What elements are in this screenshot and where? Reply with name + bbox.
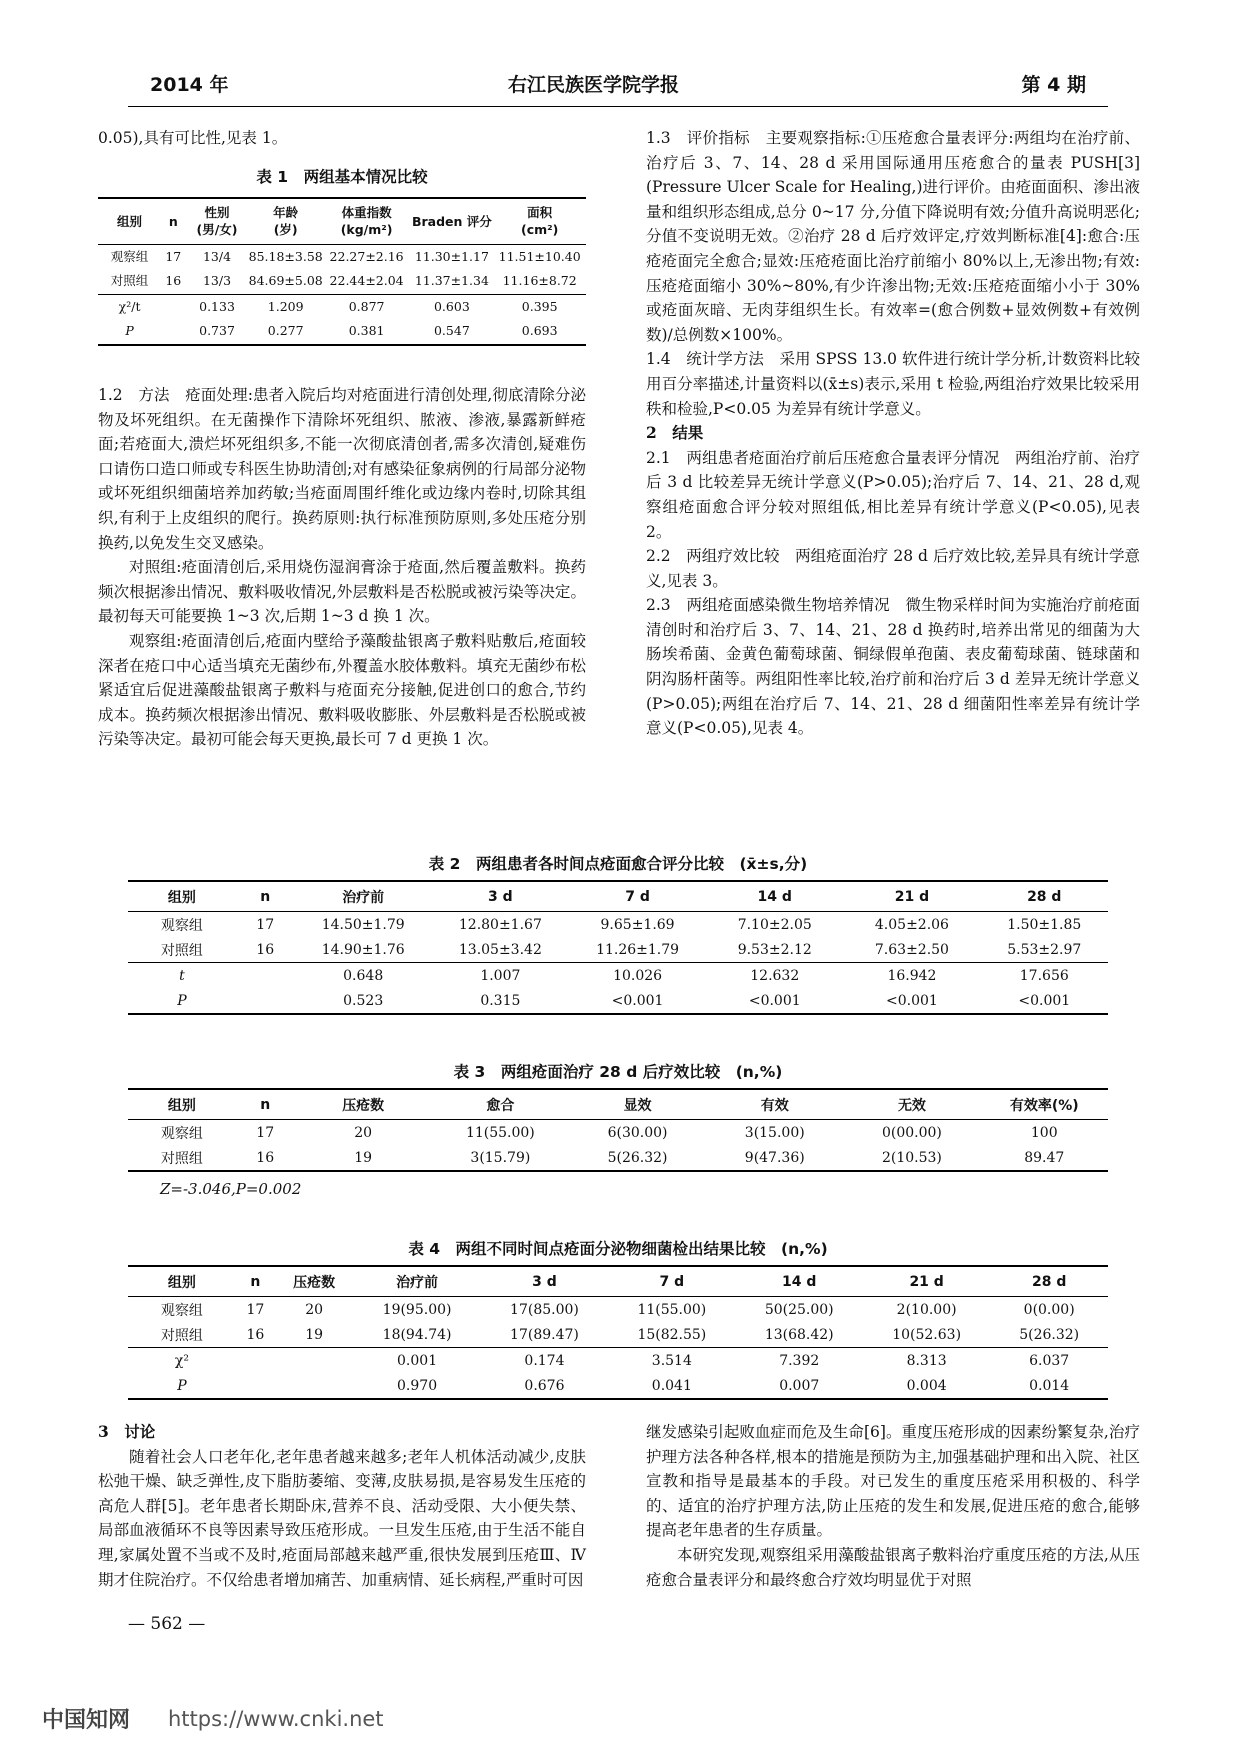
t2-header: 组别 bbox=[167, 889, 196, 906]
table-row bbox=[128, 1322, 1108, 1348]
t2-cell: <0.001 bbox=[1018, 992, 1071, 1009]
t4-cell: 17(89.47) bbox=[510, 1326, 579, 1343]
t2-header: 3 d bbox=[488, 888, 513, 905]
t2-cell: 1.50±1.85 bbox=[1007, 916, 1082, 933]
t1-cell: 0.877 bbox=[348, 298, 385, 314]
t2-cell: 12.632 bbox=[750, 967, 800, 984]
t4-cell: 16 bbox=[246, 1326, 265, 1343]
t4-cell: 0.014 bbox=[1029, 1377, 1070, 1394]
t1-cell: 11.51±10.40 bbox=[498, 248, 581, 264]
t2-cell: <0.001 bbox=[611, 992, 664, 1009]
t1-header: 面积 (cm²) bbox=[520, 205, 559, 238]
t3-cell: 6(30.00) bbox=[607, 1124, 668, 1141]
t2-cell: 10.026 bbox=[613, 967, 663, 984]
t1-cell: 16 bbox=[165, 273, 182, 289]
t2-cell: 17.656 bbox=[1019, 967, 1069, 984]
statistics-paragraph: 1.4 统计学方法 采用 SPSS 13.0 软件进行统计学分析,计数资料比较用百分率描述,计量资料以(x̄±s)表示,采用 t 检验,两组治疗效果比较采用秩和检验,P<0.05 为差异有统计学意义。 bbox=[646, 350, 1140, 418]
t4-cell: 18(94.74) bbox=[382, 1326, 452, 1343]
t3-cell: 19 bbox=[354, 1149, 373, 1166]
t1-header: 性别 (男/女) bbox=[196, 205, 238, 238]
t3-header: 有效 bbox=[760, 1097, 789, 1114]
running-header bbox=[128, 70, 1108, 107]
t4-cell: 10(52.63) bbox=[892, 1326, 962, 1343]
t2-cell: 4.05±2.06 bbox=[874, 916, 949, 933]
t3-cell: 0(00.00) bbox=[881, 1124, 942, 1141]
t1-header: 体重指数 (kg/m²) bbox=[340, 205, 393, 238]
table-row bbox=[128, 912, 1108, 938]
t2-cell: 观察组 bbox=[160, 917, 203, 934]
t4-header: 压疮数 bbox=[293, 1274, 336, 1291]
t3-cell: 16 bbox=[256, 1149, 275, 1166]
t4-cell: 0.041 bbox=[651, 1377, 692, 1394]
t4-header: 28 d bbox=[1031, 1273, 1067, 1290]
header-year: 2014 年 bbox=[150, 74, 229, 96]
t1-header: Braden 评分 bbox=[411, 213, 492, 229]
t3-header: n bbox=[260, 1096, 271, 1113]
t3-cell: 观察组 bbox=[160, 1125, 203, 1142]
t4-cell: 0.007 bbox=[779, 1377, 820, 1394]
t2-cell: 0.648 bbox=[343, 967, 384, 984]
t4-header: 组别 bbox=[167, 1274, 196, 1291]
t1-header: n bbox=[168, 213, 178, 229]
t4-cell: 3.514 bbox=[651, 1352, 692, 1369]
table2-block bbox=[128, 852, 1108, 1015]
t4-cell: 20 bbox=[305, 1301, 324, 1318]
t4-cell: 0.001 bbox=[397, 1352, 438, 1369]
result-2-3: 2.3 两组疮面感染微生物培养情况 微生物采样时间为实施治疗前疮面清创时和治疗后 3、7、14、21、28 d 换药时,培养出常见的细菌为大肠埃希菌、金黄色葡萄球菌、铜绿假单孢菌、表皮葡萄球菌、链球菌和阴沟肠杆菌等。两组阳性率比较,治疗前和治疗后 3 d 差异无统计学意义(P>0.05);两组在治疗后 7、14、21、28 d 细菌阳性率差异有统计学意义(P<0.05),见表 4。 bbox=[646, 596, 1140, 738]
t2-header: 7 d bbox=[625, 888, 650, 905]
cnki-logo: 中国知网 bbox=[42, 1708, 131, 1733]
t1-cell: 0.547 bbox=[433, 323, 470, 339]
t1-cell: 11.16±8.72 bbox=[502, 273, 577, 289]
t1-header: 组别 bbox=[117, 213, 143, 229]
t1-cell: 0.381 bbox=[348, 323, 385, 339]
t2-cell: 0.315 bbox=[480, 992, 521, 1009]
t3-cell: 9(47.36) bbox=[744, 1149, 805, 1166]
t1-cell: 0.603 bbox=[433, 298, 470, 314]
t4-header: 7 d bbox=[659, 1273, 685, 1290]
result-2-2: 2.2 两组疗效比较 两组疮面治疗 28 d 后疗效比较,差异具有统计学意义,见表 3。 bbox=[646, 547, 1140, 590]
t4-cell: 2(10.00) bbox=[896, 1301, 957, 1318]
table1-title: 表 1 两组基本情况比较 bbox=[256, 167, 428, 186]
t2-cell: 1.007 bbox=[480, 967, 521, 984]
left-top-line: 0.05),具有可比性,见表 1。 bbox=[98, 129, 288, 147]
t2-header: 14 d bbox=[757, 888, 792, 905]
t4-cell: χ² bbox=[174, 1352, 189, 1369]
t4-cell: 6.037 bbox=[1029, 1352, 1070, 1369]
t4-header: 14 d bbox=[782, 1273, 817, 1290]
t2-header: 28 d bbox=[1027, 888, 1062, 905]
discussion-left bbox=[98, 1420, 586, 1592]
t4-cell: 19 bbox=[305, 1326, 324, 1343]
result-2-1: 2.1 两组患者疮面治疗前后压疮愈合量表评分情况 两组治疗前、治疗后 3 d 比较差异无统计学意义(P>0.05);治疗后 7、14、21、28 d,观察组疮面愈合评分较对照组低,相比差异有统计学意义(P<0.05),见表 2。 bbox=[646, 448, 1140, 541]
left-column-body bbox=[98, 383, 586, 752]
t3-cell: 5(26.32) bbox=[607, 1149, 668, 1166]
t1-cell: 0.133 bbox=[199, 298, 235, 314]
t3-header: 压疮数 bbox=[342, 1097, 385, 1114]
t2-cell: 16.942 bbox=[887, 967, 937, 984]
discussion-paragraph: 随着社会人口老年化,老年患者越来越多;老年人机体活动减少,皮肤松弛干燥、缺乏弹性,皮下脂肪萎缩、变薄,皮肤易损,是容易发生压疮的高危人群[5]。老年患者长期卧床,营养不良、活动受限、大小便失禁、局部血液循环不良等因素导致压疮形成。一旦发生压疮,由于生活不能自理,家属处置不当或不及时,疮面局部越来越严重,很快发展到压疮Ⅲ、Ⅳ期才住院治疗。不仅给患者增加痛苦、加重病情、延长病程,严重时可因 bbox=[98, 1447, 586, 1589]
t2-cell bbox=[236, 988, 295, 1014]
table-row bbox=[128, 988, 1108, 1014]
t1-cell: 0.277 bbox=[267, 323, 304, 339]
t2-cell: 0.523 bbox=[343, 992, 384, 1009]
t2-cell bbox=[236, 963, 295, 989]
t1-cell: 17 bbox=[165, 248, 182, 264]
t4-cell: 0(0.00) bbox=[1023, 1301, 1075, 1318]
t3-header: 无效 bbox=[897, 1097, 926, 1114]
table-row bbox=[128, 937, 1108, 963]
t4-cell: 0.004 bbox=[906, 1377, 947, 1394]
t1-cell: 11.30±1.17 bbox=[414, 248, 489, 264]
t1-cell: 85.18±3.58 bbox=[248, 248, 323, 264]
t1-cell: 观察组 bbox=[110, 248, 149, 264]
discussion-heading: 3 讨论 bbox=[98, 1422, 156, 1441]
table3-title: 表 3 两组疮面治疗 28 d 后疗效比较 (n,%) bbox=[453, 1063, 783, 1081]
observation-group-paragraph: 观察组:疮面清创后,疮面内壁给予藻酸盐银离子敷料贴敷后,疮面较深者在疮口中心适当填充无菌纱布,外覆盖水胶体敷料。填充无菌纱布松紧适宜后促进藻酸盐银离子敷料与疮面充分接触,促进创口的愈合,节约成本。换药频次根据渗出情况、敷料吸收膨胀、外层敷料是否松脱或被污染等决定。最初可能会每天更换,最长可 7 d 更换 1 次。 bbox=[98, 631, 586, 749]
t4-cell: 0.970 bbox=[397, 1377, 438, 1394]
t2-cell: 7.10±2.05 bbox=[737, 916, 812, 933]
table-row bbox=[98, 294, 586, 319]
table-row bbox=[128, 1145, 1108, 1171]
cnki-url[interactable]: https://www.cnki.net bbox=[168, 1707, 384, 1731]
table-row bbox=[128, 1373, 1108, 1399]
t1-cell: 1.209 bbox=[267, 298, 304, 314]
t4-cell: 8.313 bbox=[906, 1352, 947, 1369]
t2-cell: 16 bbox=[256, 941, 275, 958]
t3-cell: 17 bbox=[256, 1124, 275, 1141]
header-journal: 右江民族医学院学报 bbox=[508, 74, 680, 96]
table-row bbox=[98, 244, 586, 269]
t1-cell: 13/3 bbox=[202, 273, 232, 289]
t2-cell: 17 bbox=[256, 916, 275, 933]
t4-cell: 15(82.55) bbox=[637, 1326, 707, 1343]
t3-header: 有效率(%) bbox=[1009, 1097, 1079, 1114]
t4-cell: 11(55.00) bbox=[637, 1301, 707, 1318]
left-column-top bbox=[98, 126, 586, 346]
table3-block bbox=[128, 1060, 1108, 1198]
t1-cell: 13/4 bbox=[202, 248, 232, 264]
t4-cell: 13(68.42) bbox=[764, 1326, 834, 1343]
t4-cell: 17 bbox=[246, 1301, 265, 1318]
methods-paragraph: 1.2 方法 疮面处理:患者入院后均对疮面进行清创处理,彻底清除分泌物及坏死组织。在无菌操作下清除坏死组织、脓液、渗液,暴露新鲜疮面;若疮面大,溃烂坏死组织多,不能一次彻底清创者,需多次清创,疑难伤口请伤口造口师或专科医生协助清创;对有感染征象病例的行局部分泌物或坏死组织细菌培养加药敏;当疮面周围纤维化或边缘内卷时,切除其组织,有利于上皮组织的爬行。换药原则:执行标准预防原则,多处压疮分别换药,以免发生交叉感染。 bbox=[98, 386, 586, 552]
t2-cell: 12.80±1.67 bbox=[458, 916, 542, 933]
table-row bbox=[98, 319, 586, 345]
table3 bbox=[128, 1088, 1108, 1172]
table4-title: 表 4 两组不同时间点疮面分泌物细菌检出结果比较 (n,%) bbox=[408, 1240, 828, 1258]
t3-cell: 89.47 bbox=[1024, 1149, 1065, 1166]
t4-header: 治疗前 bbox=[396, 1274, 439, 1291]
t3-cell: 3(15.00) bbox=[744, 1124, 805, 1141]
table-row bbox=[98, 269, 586, 294]
t2-cell: 9.65±1.69 bbox=[600, 916, 675, 933]
right-column bbox=[646, 126, 1140, 741]
t4-cell: 对照组 bbox=[160, 1327, 203, 1344]
t1-header: 年龄 (岁) bbox=[273, 205, 299, 238]
t2-cell: 14.90±1.76 bbox=[321, 941, 405, 958]
t2-cell: 对照组 bbox=[160, 942, 203, 959]
t4-cell: 19(95.00) bbox=[382, 1301, 452, 1318]
t2-cell: t bbox=[179, 967, 185, 984]
page-number: — 562 — bbox=[128, 1614, 206, 1634]
table-row bbox=[128, 1348, 1108, 1374]
t3-cell: 20 bbox=[354, 1124, 373, 1141]
t2-cell: 7.63±2.50 bbox=[874, 941, 949, 958]
t3-cell: 对照组 bbox=[160, 1150, 203, 1167]
t4-cell: 0.174 bbox=[524, 1352, 565, 1369]
t4-cell: P bbox=[177, 1377, 187, 1394]
table4 bbox=[128, 1265, 1108, 1400]
t1-cell: 22.44±2.04 bbox=[329, 273, 404, 289]
table2-title: 表 2 两组患者各时间点疮面愈合评分比较 (x̄±s,分) bbox=[428, 855, 808, 873]
t3-cell: 11(55.00) bbox=[465, 1124, 535, 1141]
t4-cell bbox=[236, 1373, 275, 1399]
t4-cell: 50(25.00) bbox=[764, 1301, 834, 1318]
t2-cell: 11.26±1.79 bbox=[596, 941, 680, 958]
t4-cell bbox=[275, 1348, 353, 1374]
t2-header: 21 d bbox=[894, 888, 930, 905]
discussion-right bbox=[646, 1420, 1140, 1592]
t2-cell: 9.53±2.12 bbox=[737, 941, 812, 958]
t2-header: n bbox=[260, 888, 271, 905]
t4-cell: 0.676 bbox=[524, 1377, 565, 1394]
discussion-paragraph-2: 本研究发现,观察组采用藻酸盐银离子敷料治疗重度压疮的方法,从压疮愈合量表评分和最终愈合疗效均明显优于对照 bbox=[646, 1545, 1140, 1589]
t2-cell: P bbox=[177, 992, 187, 1009]
t2-cell: <0.001 bbox=[886, 992, 938, 1009]
t3-header: 愈合 bbox=[486, 1097, 515, 1114]
control-group-paragraph: 对照组:疮面清创后,采用烧伤湿润膏涂于疮面,然后覆盖敷料。换药频次根据渗出情况、敷料吸收情况,外层敷料是否松脱或被污染等决定。最初每天可能要换 1~3 次,后期 1~3 d 换 1 次。 bbox=[98, 558, 586, 626]
t1-cell bbox=[161, 294, 185, 319]
t1-cell: 0.395 bbox=[521, 298, 558, 314]
t2-cell: 14.50±1.79 bbox=[321, 916, 405, 933]
t1-cell: 0.693 bbox=[521, 323, 558, 339]
t4-header: 3 d bbox=[532, 1273, 557, 1290]
t1-cell: 84.69±5.08 bbox=[248, 273, 323, 289]
t3-cell: 3(15.79) bbox=[470, 1149, 531, 1166]
t2-cell: 5.53±2.97 bbox=[1007, 941, 1082, 958]
discussion-continued: 继发感染引起败血症而危及生命[6]。重度压疮形成的因素纷繁复杂,治疗护理方法各种各样,根本的措施是预防为主,加强基础护理和出入院、社区宣教和指导是最基本的手段。对已发生的重度压疮采用积极的、科学的、适宜的治疗护理方法,防止压疮的发生和发展,促进压疮的愈合,能够提高老年患者的生存质量。 bbox=[646, 1423, 1140, 1540]
t4-cell bbox=[236, 1348, 275, 1374]
t4-cell bbox=[275, 1373, 353, 1399]
t2-cell: <0.001 bbox=[748, 992, 801, 1009]
table4-block bbox=[128, 1237, 1108, 1400]
t3-cell: 100 bbox=[1030, 1124, 1058, 1141]
t1-cell: 22.27±2.16 bbox=[329, 248, 404, 264]
t1-cell bbox=[161, 319, 185, 345]
t1-cell: 11.37±1.34 bbox=[414, 273, 489, 289]
t2-header: 治疗前 bbox=[342, 889, 385, 906]
t1-cell: χ²/t bbox=[118, 298, 141, 314]
t2-cell: 13.05±3.42 bbox=[458, 941, 542, 958]
table-row bbox=[128, 963, 1108, 989]
table-row bbox=[128, 1120, 1108, 1146]
t3-cell: 2(10.53) bbox=[881, 1149, 942, 1166]
header-issue: 第 4 期 bbox=[1021, 74, 1086, 96]
table1 bbox=[98, 197, 586, 346]
t3-header: 组别 bbox=[167, 1097, 196, 1114]
evaluation-paragraph: 1.3 评价指标 主要观察指标:①压疮愈合量表评分:两组均在治疗前、治疗后 3、7、14、28 d 采用国际通用压疮愈合的量表 PUSH[3] (Pressure Ulcer Scale for Healing,)进行评价。由疮面面积、渗出液量和组织形态组成,总分 0~17 分,分值下降说明有效;分值升高说明恶化;分值不变说明无效。②治疗 28 d 后疗效评定,疗效判断标准[4]:愈合:压疮疮面完全愈合;显效:压疮疮面比治疗前缩小 80%以上,无渗出物;有效:压疮疮面缩小 30%~80%,有少许渗出物;无效:压疮疮面缩小小于 30%或疮面灰暗、无肉芽组织生长。有效率=(愈合例数+显效例数+有效例数)/总例数×100%。 bbox=[646, 129, 1140, 344]
results-heading: 2 结果 bbox=[646, 423, 704, 443]
table-row bbox=[128, 1297, 1108, 1323]
t4-header: n bbox=[250, 1273, 261, 1290]
t1-cell: 0.737 bbox=[199, 323, 235, 339]
t1-cell: P bbox=[125, 323, 134, 339]
t4-cell: 5(26.32) bbox=[1019, 1326, 1080, 1343]
t4-cell: 观察组 bbox=[160, 1302, 203, 1319]
table2 bbox=[128, 880, 1108, 1015]
t4-header: 21 d bbox=[909, 1273, 944, 1290]
t1-cell: 对照组 bbox=[110, 273, 149, 289]
t4-cell: 7.392 bbox=[779, 1352, 820, 1369]
table3-note: Z=-3.046,P=0.002 bbox=[160, 1180, 302, 1198]
t3-header: 显效 bbox=[623, 1097, 652, 1114]
t4-cell: 17(85.00) bbox=[510, 1301, 579, 1318]
